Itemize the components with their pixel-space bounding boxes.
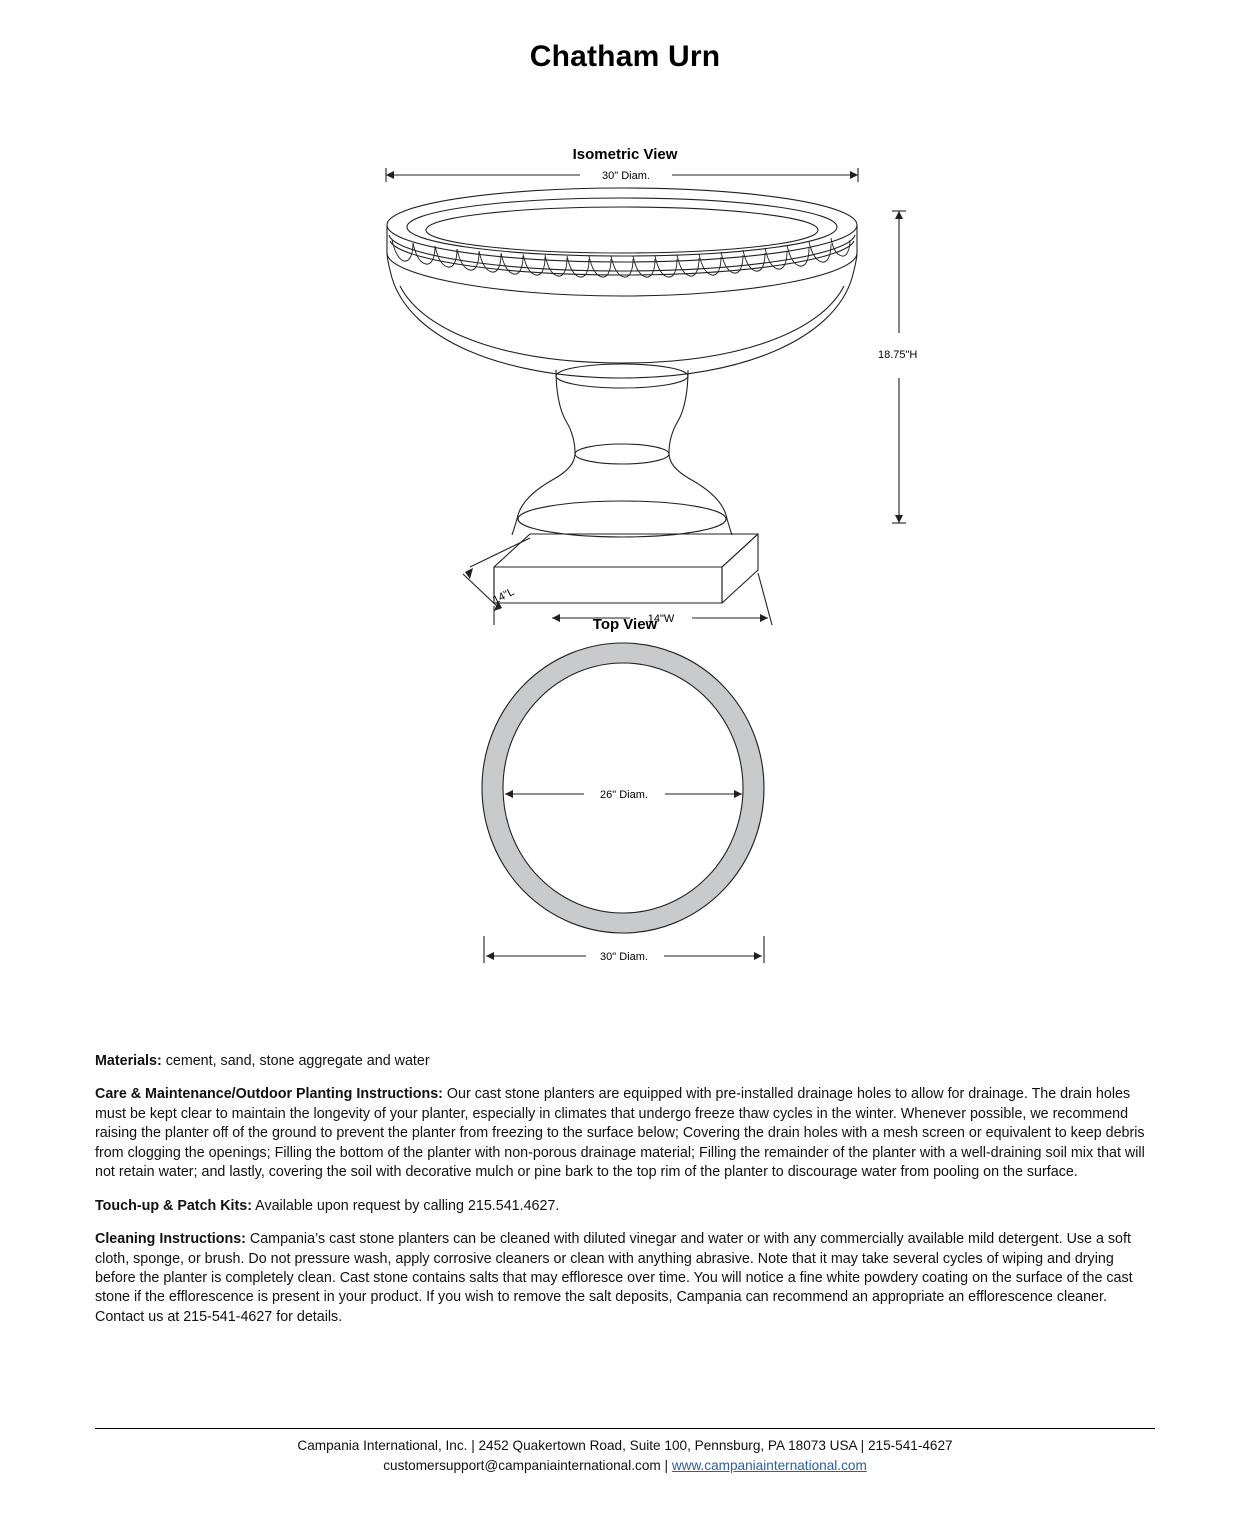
footer-separator: | (660, 1457, 672, 1473)
care-paragraph (95, 1085, 1155, 1182)
footer-email[interactable]: customersupport@campaniainternational.com (383, 1457, 661, 1473)
dim-label-base-length: 14"L (490, 585, 517, 607)
touchup-paragraph (95, 1197, 1155, 1216)
dim-height (892, 211, 906, 523)
footer-address: Campania International, Inc. | 2452 Quakertown Road, Suite 100, Pennsburg, PA 18073 USA | 215-541-4627 (297, 1438, 953, 1453)
footer-divider (95, 1428, 1155, 1429)
touchup-label: Touch-up & Patch Kits: (95, 1197, 252, 1214)
page-title: Chatham Urn (529, 40, 721, 73)
top-view-drawing (0, 633, 1250, 1008)
dim-label-outer-diameter: 30" Diam. (600, 951, 648, 963)
top-view-heading: Top View (592, 616, 658, 633)
care-text: Our cast stone planters are equipped with pre-installed drainage holes to allow for drainage. The drain holes must be kept clear to maintain the longevity of your planter, especially in climates that undergo freeze thaw cycles in the winter. Whenever possible, we recommend raising the planter off of the ground to prevent the planter from freezing to the surface below; Covering the drain holes with a mesh screen or equivalent to keep debris from clogging the openings; Filling the bottom of the planter with non-porous drainage material; Filling the remainder of the planter with a well-draining soil mix that will not retain water; and lastly, covering the soil with decorative mulch or pine bark to the top rim of the planter to discourage water from pooling on the surface. (95, 1086, 1145, 1181)
footer-contact (95, 1456, 1155, 1476)
materials-text: cement, sand, stone aggregate and water (161, 1053, 430, 1069)
cleaning-label: Cleaning Instructions: (95, 1231, 246, 1248)
dim-label-height: 18.75"H (878, 349, 918, 361)
materials-label: Materials: (95, 1053, 162, 1069)
dim-label-inner-diameter: 26" Diam. (600, 789, 648, 801)
care-label: Care & Maintenance/Outdoor Planting Instructions: (95, 1086, 443, 1103)
materials-paragraph (95, 1052, 1155, 1071)
cleaning-text: Campania’s cast stone planters can be cleaned with diluted vinegar and water or with any commercially available mild detergent. Use a soft cloth, sponge, or brush. Do not pressure wash, apply corrosive cleaners or clean with anything abrasive. Note that it may take several cycles of wiping and drying before the planter is completely clean. Cast stone contains salts that may effloresce over time. You will notice a fine white powdery coating on the surface of the cast stone if the efflorescence is present in your product. If you wish to remove the salt deposits, Campania can recommend an appropriate an efflorescence cleaner. Contact us at 215-541-4627 for details. (95, 1231, 1133, 1325)
page-footer (95, 1436, 1155, 1475)
footer-website-link[interactable]: www.campaniainternational.com (671, 1457, 867, 1473)
dim-label-base-width: 14"W (647, 613, 675, 625)
dim-label-top-diameter: 30" Diam. (602, 170, 650, 182)
specifications-text (95, 1052, 1155, 1341)
document-page (0, 40, 1250, 1540)
isometric-view-heading: Isometric View (572, 146, 678, 163)
urn-ring (482, 643, 764, 933)
cleaning-paragraph (95, 1230, 1155, 1327)
touchup-text: Available upon request by calling 215.541.4627. (252, 1197, 560, 1214)
